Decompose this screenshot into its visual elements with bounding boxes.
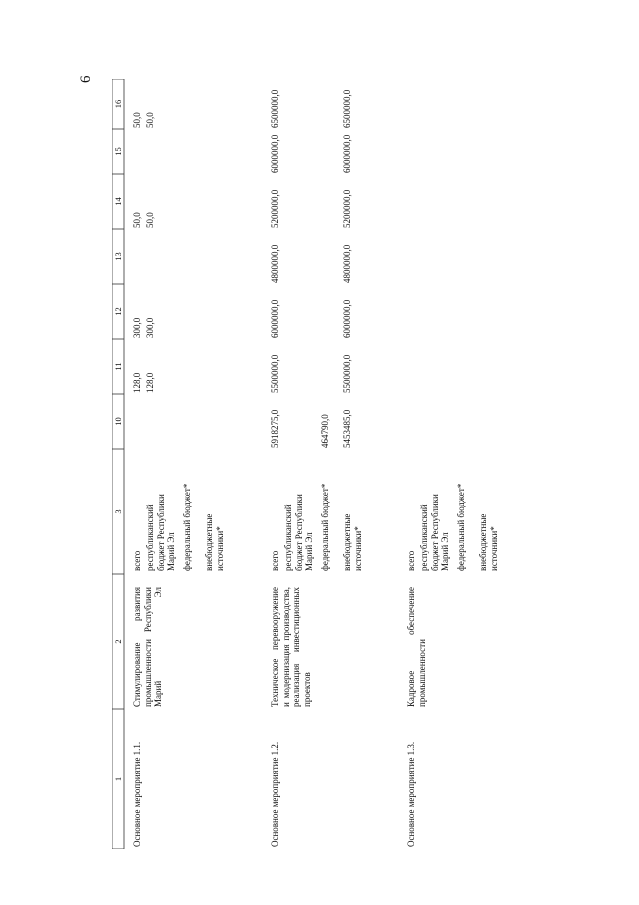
value-cell: 4800000,0 [270,244,280,283]
source-label: республиканский бюджет Республики Марий Эл [283,494,314,571]
column-header-12: 12 [113,307,123,316]
value-cell: 128,0 [132,372,142,393]
event-label: Основное мероприятие 1.1. [132,741,142,847]
value-cell: 6500000,0 [342,89,352,128]
event-label: Основное мероприятие 1.2. [270,741,280,847]
value-cell: 5500000,0 [342,354,352,393]
value-cell: 6500000,0 [270,89,280,128]
source-label: республиканский бюджет Республики Марий Эл [419,494,450,571]
value-cell: 5453485,0 [342,409,352,448]
source-label: всего [270,550,280,571]
value-cell: 6000000,0 [342,134,352,173]
source-label: федеральный бюджет* [320,483,330,571]
column-header-15: 15 [113,147,123,156]
source-label: федеральный бюджет* [456,483,466,571]
value-cell: 128,0 [145,372,155,393]
event-title: Кадровое обеспечение промышленности [406,587,427,707]
value-cell: 300,0 [145,317,155,338]
source-label: внебюджетные источники* [342,513,363,571]
event-label: Основное мероприятие 1.3. [406,741,416,847]
column-header-2: 2 [113,639,123,644]
value-cell: 6000000,0 [270,134,280,173]
budget-table [112,79,572,849]
event-title: Техническое перевооружение и модернизация производства, реализация инвестиционных проектов [270,587,312,707]
source-label: всего [406,550,416,571]
column-header-1: 1 [113,776,123,782]
value-cell: 6000000,0 [270,299,280,338]
value-cell: 300,0 [132,317,142,338]
value-cell: 464790,0 [320,414,330,448]
column-header-13: 13 [113,252,123,261]
column-header-14: 14 [113,197,123,206]
value-cell: 50,0 [132,112,142,128]
source-label: федеральный бюджет* [182,483,192,571]
value-cell: 4800000,0 [342,244,352,283]
page-number: 6 [78,75,94,83]
value-cell: 5200000,0 [342,189,352,228]
source-label: республиканский бюджет Республики Марий Эл [145,494,176,571]
value-cell: 5500000,0 [270,354,280,393]
value-cell: 5918275,0 [270,409,280,448]
source-label: всего [132,550,142,571]
value-cell: 50,0 [145,112,155,128]
column-header-10: 10 [113,417,123,426]
value-cell: 50,0 [145,212,155,228]
value-cell: 5200000,0 [270,189,280,228]
value-cell: 50,0 [132,212,142,228]
event-title: Стимулирование развития промышленности Республики Марий Эл [132,587,163,707]
column-header-16: 16 [113,99,123,109]
column-header-11: 11 [113,362,123,371]
source-label: внебюджетные источники* [204,513,225,571]
value-cell: 6000000,0 [342,299,352,338]
source-label: внебюджетные источники* [478,513,499,571]
column-header-3: 3 [113,509,123,514]
